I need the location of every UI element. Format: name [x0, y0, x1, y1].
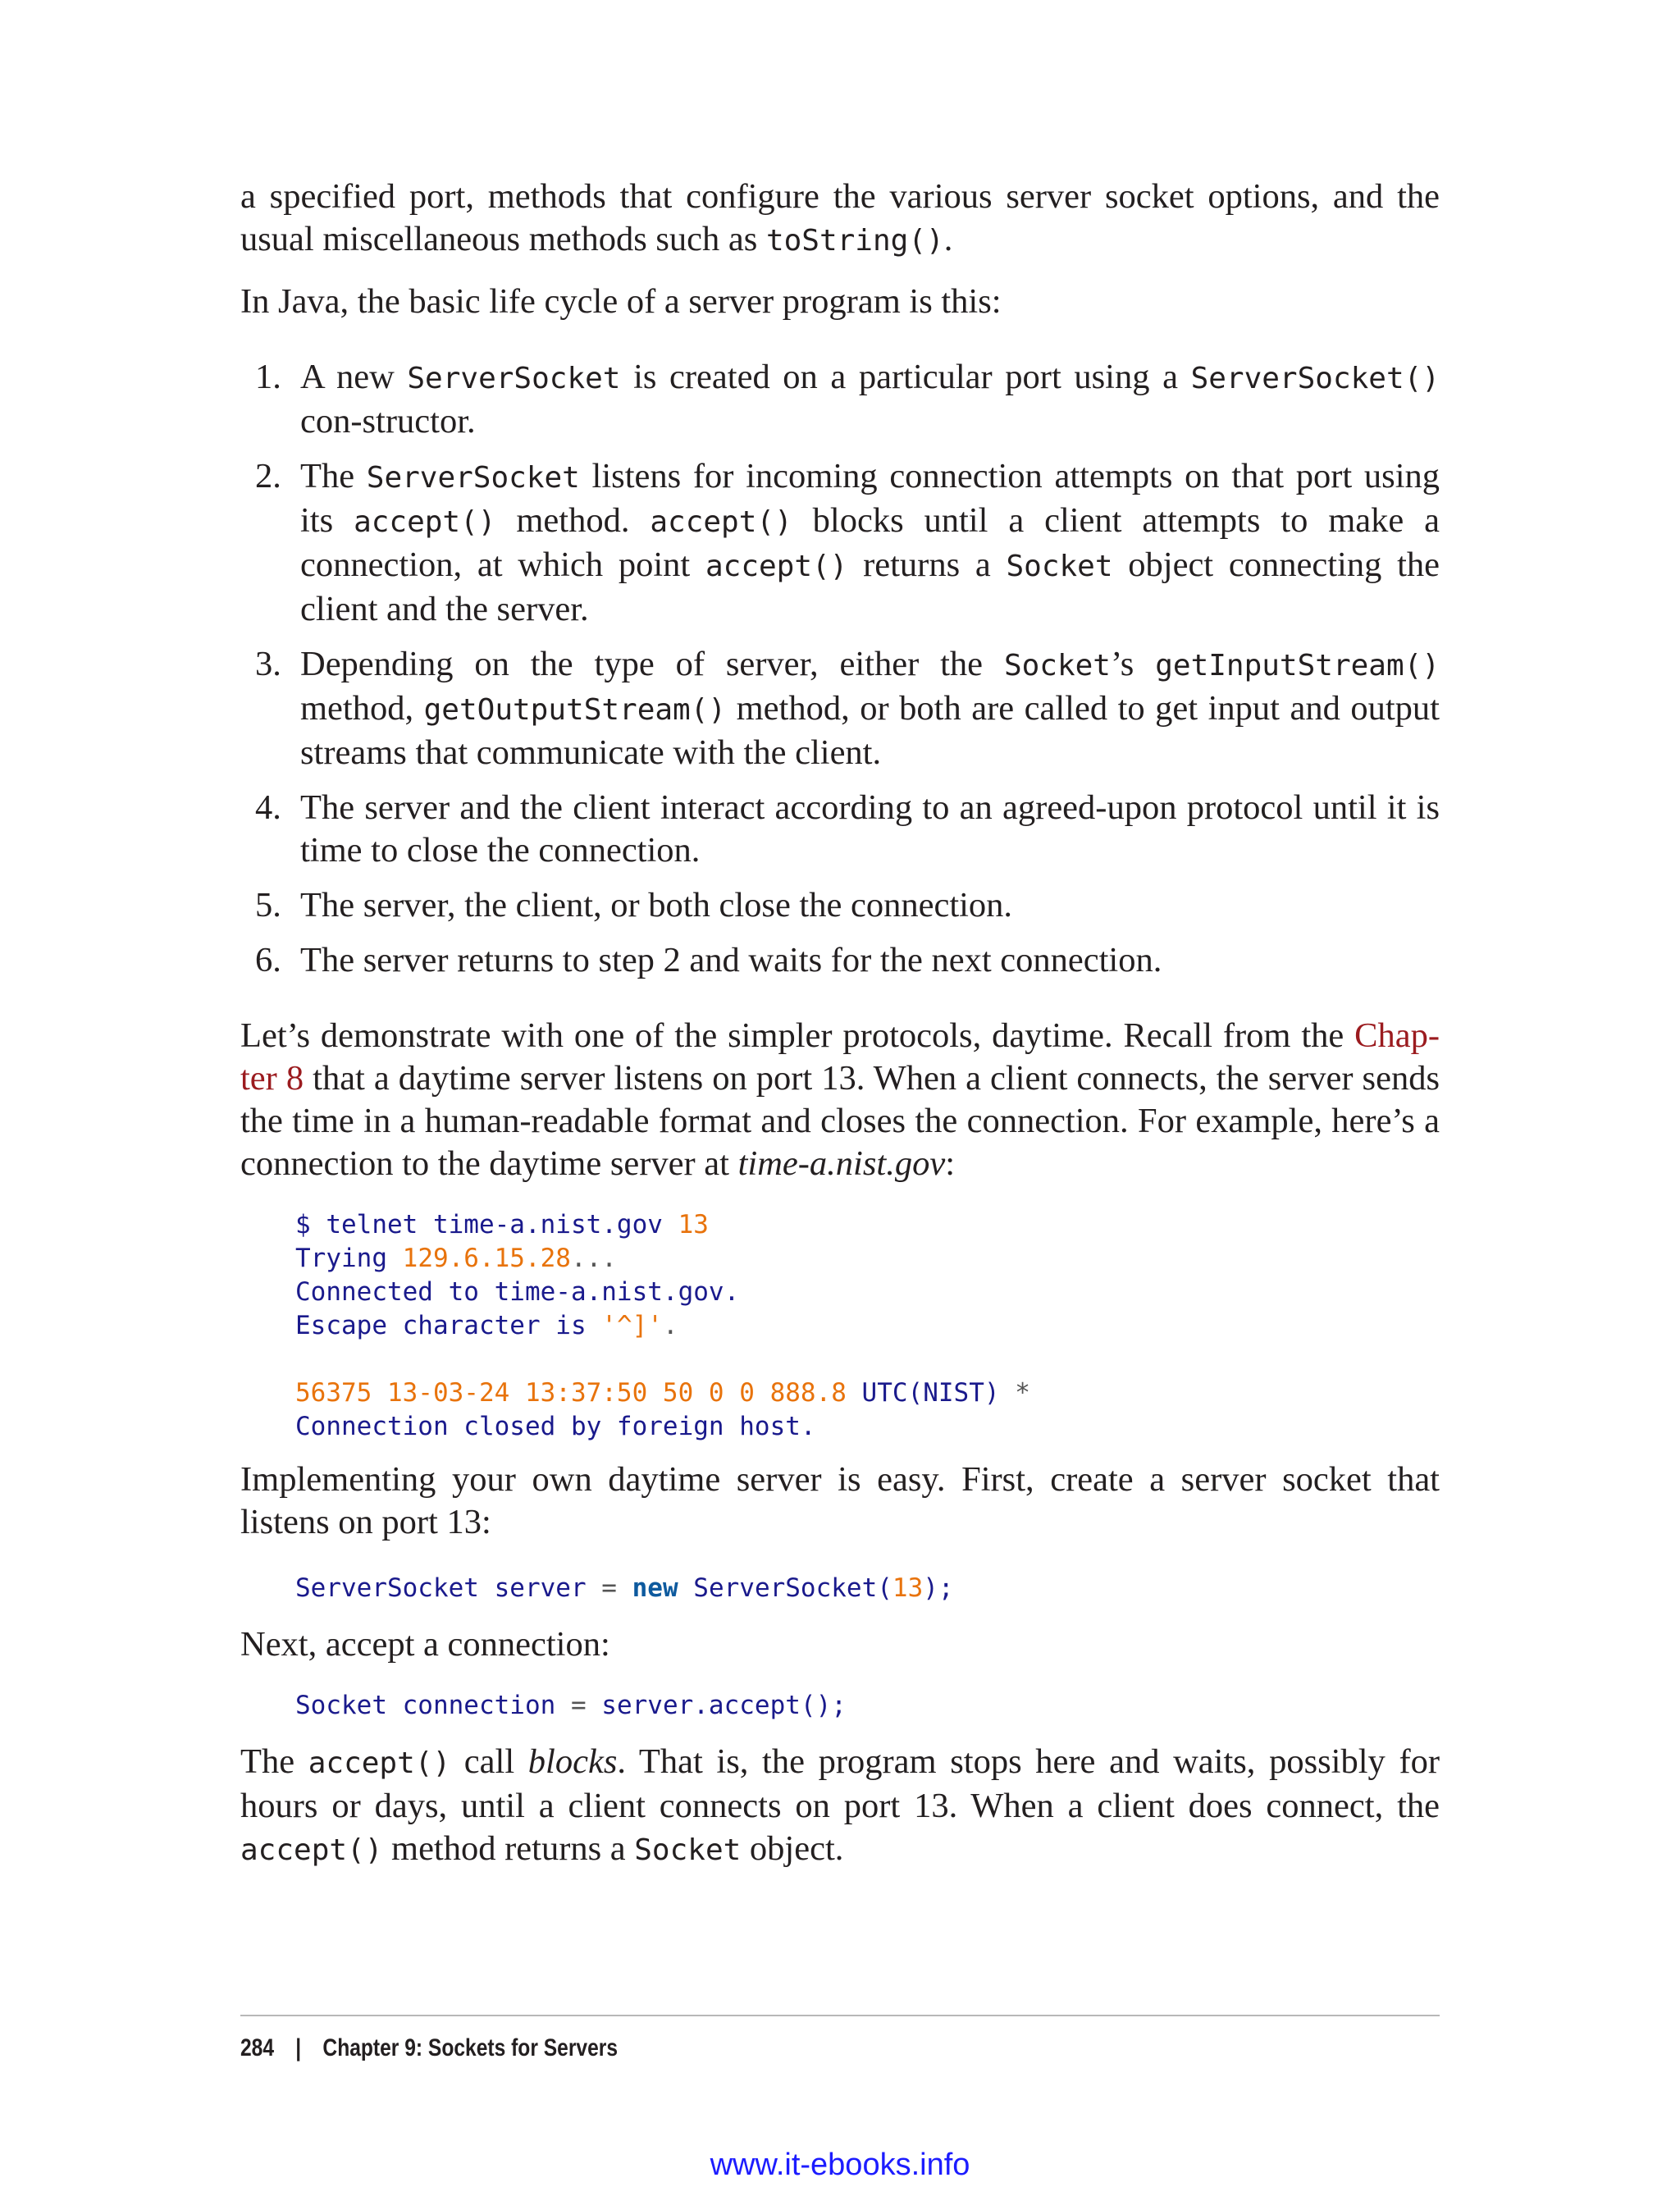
chapter-title: Chapter 9: Sockets for Servers — [322, 2034, 619, 2061]
page-footer — [240, 2015, 1440, 2061]
paragraph-intro: a specified port, methods that configure the various server socket options, and the usual miscellaneous methods such as toString(). — [240, 177, 1440, 258]
paragraph-next: Next, accept a connection: — [240, 1625, 610, 1664]
page-body — [240, 176, 1440, 1872]
list-item: 3. Depending on the type of server, either the Socket’s getInputStream() method, getOutputStream() method, or both are called to get input and output streams that communicate with the client. — [255, 645, 1440, 772]
footer-separator: | — [295, 2034, 302, 2061]
chapter-link[interactable]: Chap‐ter 8 — [240, 1016, 1440, 1098]
page-number: 284 — [240, 2034, 275, 2061]
list-item: 2. The ServerSocket listens for incoming connection attempts on that port using its accept() method. accept() blocks until a client attempts to make a connection, at which point accept() returns a Socket object connecting the client and the server. — [255, 457, 1440, 628]
footer-text — [240, 2034, 618, 2062]
paragraph-lifecycle: In Java, the basic life cycle of a server program is this: — [240, 282, 1002, 321]
paragraph-daytime: Let’s demonstrate with one of the simpler protocols, daytime. Recall from the Chap‐ter 8 that a daytime server listens on port 13. When a client connects, the server sends the time in a human-readable format and closes the connection. For example, here’s a connection to the daytime server at time-a.nist.gov: — [240, 1016, 1440, 1183]
lifecycle-list — [240, 356, 1440, 982]
list-item: 5. The server, the client, or both close the connection. — [255, 886, 1013, 924]
watermark-link[interactable]: www.it-ebooks.info — [710, 2148, 970, 2182]
paragraph-implementing: Implementing your own daytime server is easy. First, create a server socket that listens on port 13: — [240, 1460, 1440, 1541]
server-socket-code: ServerSocket server = new ServerSocket(13); — [295, 1573, 954, 1603]
inline-code: toString() — [765, 224, 944, 258]
list-item: 1. A new ServerSocket is created on a particular port using a ServerSocket() con‐structor. — [255, 358, 1440, 441]
paragraph-accept: The accept() call blocks. That is, the program stops here and waits, possibly for hours or days, until a client connects on port 13. When a client does connect, the accept() method returns a Socket object. — [240, 1742, 1440, 1868]
telnet-code-block: $ telnet time-a.nist.gov 13 Trying 129.6.15.28... Connected to time-a.nist.gov. Escape character is '^]'. 56375 13-03-24 13:37:50 50 0 0 888.8 UTC(NIST) * Connection closed by foreign host. — [295, 1210, 1030, 1441]
accept-code: Socket connection = server.accept(); — [295, 1691, 847, 1720]
list-item: 6. The server returns to step 2 and waits for the next connection. — [255, 941, 1162, 979]
list-item: 4. The server and the client interact according to an agreed-upon protocol until it is time to close the connection. — [255, 788, 1440, 870]
